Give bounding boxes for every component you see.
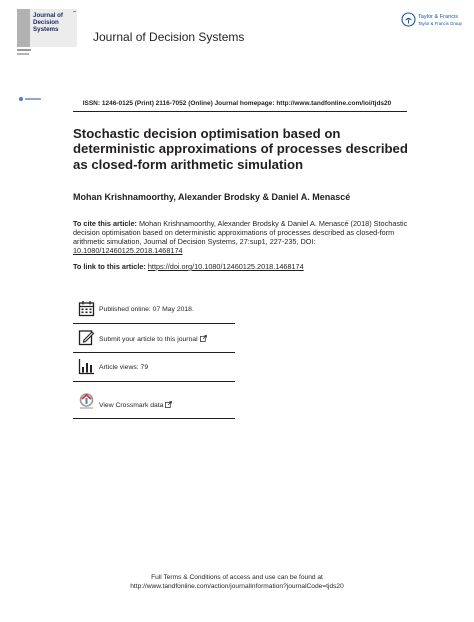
crossmark-link[interactable]: View Crossmark data xyxy=(99,401,172,409)
taylor-francis-logo[interactable] xyxy=(401,12,461,32)
link-label: To link to this article: xyxy=(73,262,148,271)
external-link-icon xyxy=(200,335,207,342)
article-title: Stochastic decision optimisation based on deterministic approximations of processes described as closed-form arithmetic simulation xyxy=(73,126,408,172)
published-online-row xyxy=(73,296,235,324)
journal-title: Journal of Decision Systems xyxy=(93,30,245,44)
article-doi-link[interactable]: https://doi.org/10.1080/12460125.2018.1468174 xyxy=(147,262,304,271)
published-online-text: Published online: 07 May 2018. xyxy=(99,306,194,313)
journal-cover-thumbnail xyxy=(17,9,77,47)
issn-line: ISSN: 1246-0125 (Print) 2116-7052 (Online) Journal homepage: http://www.tandfonline.com/loi/tjds20 xyxy=(82,100,392,107)
submit-article-row[interactable] xyxy=(73,325,235,353)
publisher-group: Taylor & Francis Group xyxy=(418,21,462,26)
crossmark-icon xyxy=(78,393,95,410)
external-link-icon xyxy=(165,401,172,408)
footer-line-1: Full Terms & Conditions of access and use can be found at xyxy=(151,574,323,581)
citation-doi-link[interactable]: 10.1080/12460125.2018.1468174 xyxy=(73,245,183,255)
article-authors: Mohan Krishnamoorthy, Alexander Brodsky & Daniel A. Menascé xyxy=(73,192,351,202)
calendar-icon xyxy=(78,300,95,317)
article-views-text: Article views: 79 xyxy=(99,364,149,371)
footer-terms xyxy=(0,574,474,591)
cover-journal-name: Journal of Decision Systems xyxy=(33,12,63,33)
article-link-block xyxy=(73,262,304,271)
crossmark-row[interactable] xyxy=(73,391,235,419)
article-views-row xyxy=(73,354,235,382)
citation-label: To cite this article: xyxy=(73,219,137,228)
edit-document-icon xyxy=(78,329,95,346)
footer-terms-link[interactable]: http://www.tandfonline.com/action/journalInformation?journalCode=tjds20 xyxy=(130,582,344,590)
taylor-francis-logo-icon xyxy=(401,12,416,27)
citation-text: Mohan Krishnamoorthy, Alexander Brodsky & Daniel A. Menascé (2018) Stochastic decision optimisation based on deterministic approximations of processes described as closed-form arithmetic simulation, Journal of Decision Systems, 27:sup1, 227-235, DOI: xyxy=(73,219,408,246)
submit-article-link[interactable]: Submit your article to this journal xyxy=(99,335,207,343)
bar-chart-icon xyxy=(78,358,95,375)
header-divider xyxy=(73,111,407,112)
citation-block xyxy=(73,220,418,256)
publisher-name: Taylor & Francis xyxy=(418,14,459,20)
